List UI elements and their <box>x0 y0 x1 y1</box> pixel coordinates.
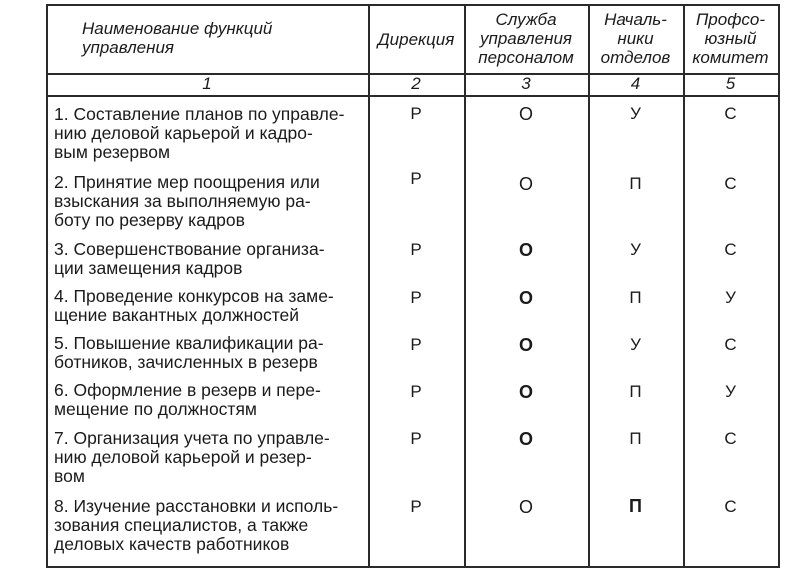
function-line: вом <box>54 466 85 486</box>
column-number: 2 <box>411 74 421 93</box>
function-line: боту по резерву кадров <box>54 210 245 230</box>
function-line: мещение по должностям <box>54 399 257 419</box>
function-line: 6. Оформление в резерв и пере- <box>54 380 321 400</box>
table-border-right <box>778 4 780 568</box>
header-line: управления <box>82 38 175 57</box>
cell-hr-service: О <box>518 240 533 260</box>
cell-direction: Р <box>410 288 422 307</box>
function-line: щение вакантных должностей <box>54 305 300 325</box>
cell-hr-service: О <box>518 382 533 402</box>
cell-hr-service: О <box>518 335 533 355</box>
table-border-bottom <box>46 566 780 568</box>
responsibility-table <box>46 4 780 568</box>
function-row-6 <box>54 381 372 419</box>
header-functions <box>82 19 362 57</box>
function-line: 3. Совершенствование организа- <box>54 239 325 259</box>
header-line: Наименование функций <box>82 19 273 38</box>
cell-direction: Р <box>410 335 422 354</box>
function-line: 8. Изучение расстановки и исполь- <box>54 496 339 516</box>
function-line: 2. Принятие мер поощрения или <box>54 172 320 192</box>
cell-department-heads: У <box>630 104 641 123</box>
function-row-2 <box>54 173 372 230</box>
header-line: комитет <box>692 48 769 67</box>
function-row-4 <box>54 287 372 325</box>
header-line: персоналом <box>478 48 574 67</box>
cell-hr-service: О <box>518 174 533 194</box>
header-trade-union <box>683 10 778 67</box>
table-border-top <box>46 4 780 6</box>
cell-direction: Р <box>410 169 422 188</box>
cell-department-heads: П <box>629 496 642 516</box>
cell-hr-service: О <box>518 429 533 449</box>
cell-trade-union: С <box>724 104 737 123</box>
function-line: взыскания за выполняемую ра- <box>54 191 311 211</box>
cell-hr-service: О <box>518 104 533 124</box>
function-line: 4. Проведение конкурсов на заме- <box>54 286 334 306</box>
cell-department-heads: П <box>629 288 642 307</box>
header-line: отделов <box>600 48 671 67</box>
column-number: 3 <box>521 74 531 93</box>
cell-trade-union: У <box>725 288 736 307</box>
function-line: деловых качеств работников <box>54 534 290 554</box>
function-row-1 <box>54 105 372 162</box>
cell-trade-union: С <box>724 240 737 259</box>
function-line: ботников, зачисленных в резерв <box>54 352 318 372</box>
cell-trade-union: У <box>725 382 736 401</box>
function-row-3 <box>54 240 372 278</box>
cell-department-heads: П <box>629 174 642 193</box>
cell-direction: Р <box>410 104 422 123</box>
cell-department-heads: У <box>630 335 641 354</box>
cell-direction: Р <box>410 382 422 401</box>
cell-trade-union: С <box>724 429 737 448</box>
header-line: Профсо- <box>695 10 766 29</box>
function-row-8 <box>54 497 372 554</box>
header-line: управления <box>479 29 572 48</box>
function-line: зования специалистов, а также <box>54 515 309 535</box>
cell-department-heads: У <box>630 240 641 259</box>
function-row-7 <box>54 429 372 486</box>
cell-department-heads: П <box>629 429 642 448</box>
column-number: 4 <box>630 74 641 93</box>
header-hr-service <box>464 10 588 67</box>
cell-department-heads: П <box>629 382 642 401</box>
cell-trade-union: С <box>724 335 737 354</box>
function-line: 7. Организация учета по управле- <box>54 428 330 448</box>
cell-direction: Р <box>410 497 422 516</box>
header-direction: Дирекция <box>377 30 455 49</box>
header-line: Служба <box>495 10 557 29</box>
header-line: ники <box>617 29 654 48</box>
function-line: нию деловой карьерой и резер- <box>54 447 312 467</box>
header-line: юзный <box>704 29 757 48</box>
function-line: ции замещения кадров <box>54 258 243 278</box>
column-number: 5 <box>725 74 736 93</box>
cell-trade-union: С <box>724 497 737 516</box>
function-line: 1. Составление планов по управле- <box>54 104 345 124</box>
cell-hr-service: О <box>518 288 533 308</box>
cell-hr-service: О <box>518 497 533 517</box>
function-line: вым резервом <box>54 142 171 162</box>
header-line: Началь- <box>604 10 667 29</box>
column-number: 1 <box>202 74 212 93</box>
numbers-divider <box>46 95 780 97</box>
cell-direction: Р <box>410 240 422 259</box>
function-line: 5. Повышение квалификации ра- <box>54 333 324 353</box>
function-row-5 <box>54 334 372 372</box>
cell-trade-union: С <box>724 174 737 193</box>
function-line: нию деловой карьерой и кадро- <box>54 123 313 143</box>
header-department-heads <box>588 10 683 67</box>
cell-direction: Р <box>410 429 422 448</box>
